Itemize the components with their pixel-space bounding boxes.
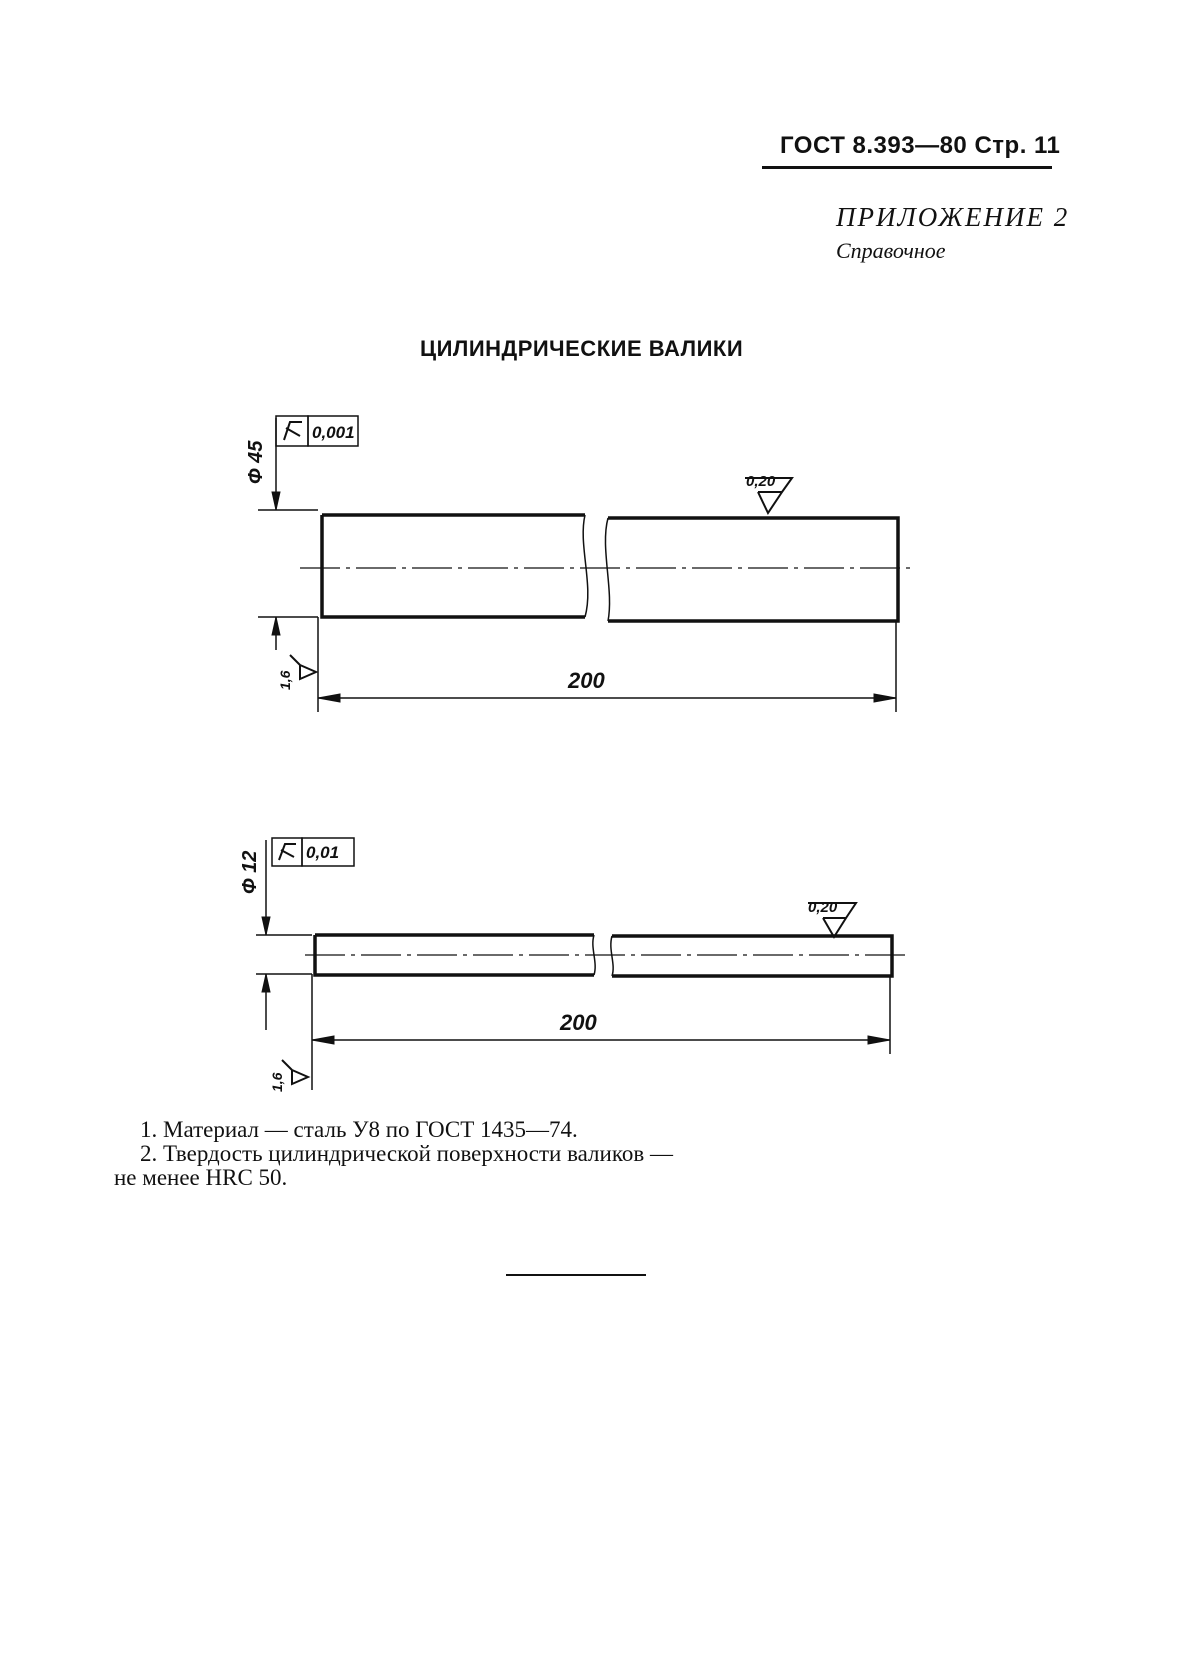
tolerance-value-1: 0,001: [312, 423, 355, 442]
arrow-down-1: [272, 492, 280, 510]
length-label-1: 200: [568, 668, 605, 693]
note-2-continued: не менее HRC 50.: [114, 1165, 288, 1190]
diameter-label-2: Ф 12: [239, 850, 261, 894]
cylindricity-icon-2: [279, 844, 296, 860]
drawing-2: [256, 838, 910, 1090]
page-header: ГОСТ 8.393—80 Стр. 11: [780, 132, 1061, 159]
shaft-1-left-outline: [322, 515, 585, 617]
tolerance-frame-symbol-2: [272, 838, 302, 866]
end-rule: [506, 1274, 646, 1276]
arrow-left-2: [312, 1036, 334, 1044]
arrow-up-1: [272, 617, 280, 635]
roughness-top-2: 0,20: [808, 899, 838, 916]
tolerance-value-2: 0,01: [306, 843, 340, 862]
break-line-1a: [583, 515, 588, 617]
appendix-subtitle: Справочное: [836, 238, 946, 263]
arrow-right-1: [874, 694, 896, 702]
appendix-title: ПРИЛОЖЕНИЕ 2: [836, 202, 1070, 232]
break-line-2b: [611, 936, 613, 976]
roughness-end-1: 1,6: [277, 670, 293, 690]
break-line-1b: [605, 518, 609, 621]
notes: [114, 1118, 673, 1190]
diameter-label-1: Ф 45: [245, 440, 267, 484]
shaft-2-right-outline: [612, 936, 892, 976]
arrow-right-2: [868, 1036, 890, 1044]
note-1: 1. Материал — сталь У8 по ГОСТ 1435—74.: [140, 1117, 578, 1142]
roughness-top-1: 0,20: [746, 473, 776, 490]
arrow-down-2: [262, 917, 270, 935]
shaft-1-right-outline: [608, 518, 898, 621]
document-title: ЦИЛИНДРИЧЕСКИЕ ВАЛИКИ: [420, 336, 744, 361]
arrow-left-1: [318, 694, 340, 702]
roughness-symbol-end-2: [282, 1060, 308, 1084]
length-label-2: 200: [560, 1010, 597, 1035]
arrow-up-2: [262, 974, 270, 992]
cylindricity-icon-1: [284, 422, 302, 440]
note-2: 2. Твердость цилиндрической поверхности валиков —: [140, 1141, 673, 1166]
roughness-symbol-end-1: [290, 655, 316, 679]
roughness-end-2: 1,6: [269, 1072, 285, 1092]
